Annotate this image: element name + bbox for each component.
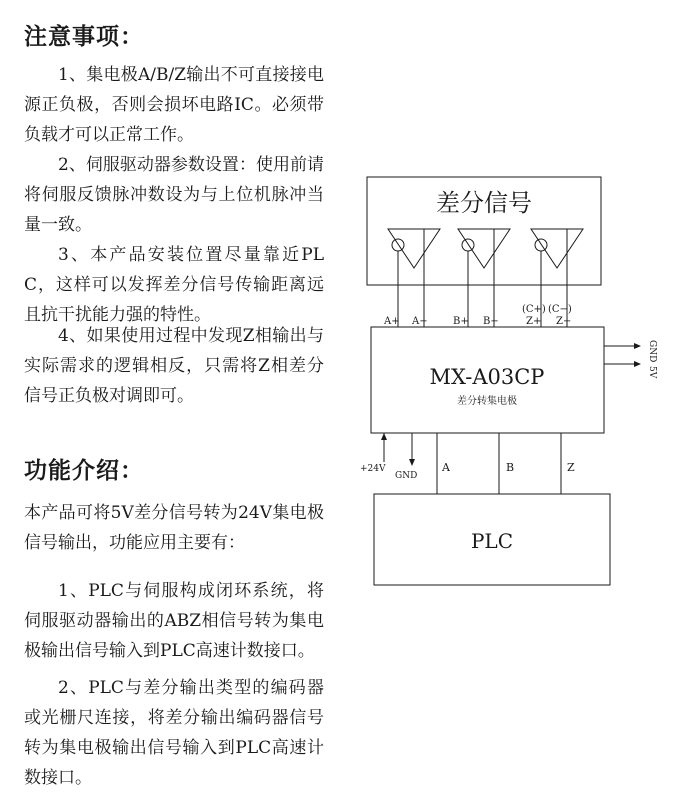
driver-triangle-a bbox=[388, 229, 440, 268]
intro-item-2: 2、PLC与差分输出类型的编码器或光栅尺连接，将差分输出编码器信号转为集电极输出信号输入到PLC高速计数接口。 bbox=[24, 678, 324, 788]
power-gnd-label: GND bbox=[647, 340, 657, 363]
note-item-1: 1、集电极A/B/Z输出不可直接接电源正负极，否则会损坏电路IC。必须带负载才可以正常工作。 bbox=[24, 65, 324, 145]
driver-triangle-z bbox=[531, 229, 583, 268]
output-wires bbox=[384, 433, 561, 494]
pin-z-plus-alt-label: (C+) bbox=[522, 304, 546, 315]
driver-triangle-b bbox=[458, 229, 510, 268]
intro-summary: 本产品可将5V差分信号转为24V集电极信号输出，功能应用主要有： bbox=[24, 503, 324, 553]
output-gnd-label: GND bbox=[395, 471, 418, 481]
arrow-down-icon bbox=[409, 459, 415, 466]
note-item-4: 4、如果使用过程中发现Z相输出与实际需求的逻辑相反，只需将Z相差分信号正负极对调即可。 bbox=[24, 326, 324, 406]
pin-b-minus-label: B− bbox=[483, 316, 499, 327]
pin-a-plus-label: A+ bbox=[384, 316, 400, 327]
output-b-label: B bbox=[506, 461, 515, 474]
pin-b-plus-label: B+ bbox=[453, 316, 469, 327]
power-5v-label: 5V bbox=[647, 366, 657, 379]
power-input-wires bbox=[604, 346, 636, 364]
pin-z-minus-label: Z− bbox=[556, 316, 572, 327]
arrow-right-icon bbox=[634, 361, 641, 367]
intro-heading: 功能介绍： bbox=[24, 458, 144, 484]
intro-item-1: 1、PLC与伺服构成闭环系统，将伺服驱动器输出的ABZ相信号转为集电极输出信号输入到PLC高速计数接口。 bbox=[24, 581, 324, 661]
output-a-label: A bbox=[442, 461, 450, 474]
output-z-label: Z bbox=[567, 461, 575, 474]
module-name: MX-A03CP bbox=[429, 365, 545, 389]
arrow-right-icon bbox=[634, 343, 641, 349]
signal-box-label: 差分信号 bbox=[436, 189, 532, 217]
module-subtitle: 差分转集电极 bbox=[457, 396, 517, 407]
notes-heading: 注意事项： bbox=[24, 24, 144, 50]
pin-z-plus-label: Z+ bbox=[526, 316, 542, 327]
output-24v-label: +24V bbox=[360, 464, 386, 474]
pin-z-minus-alt-label: (C−) bbox=[548, 304, 572, 315]
arrow-up-icon bbox=[381, 433, 387, 440]
plc-label: PLC bbox=[470, 529, 514, 553]
note-item-3: 3、本产品安装位置尽量靠近PLC，这样可以发挥差分信号传输距离远且抗干扰能力强的特性。 bbox=[24, 245, 324, 325]
pin-a-minus-label: A− bbox=[412, 316, 428, 327]
note-item-2: 2、伺服驱动器参数设置：使用前请将伺服反馈脉冲数设为与上位机脉冲当量一致。 bbox=[24, 155, 324, 235]
